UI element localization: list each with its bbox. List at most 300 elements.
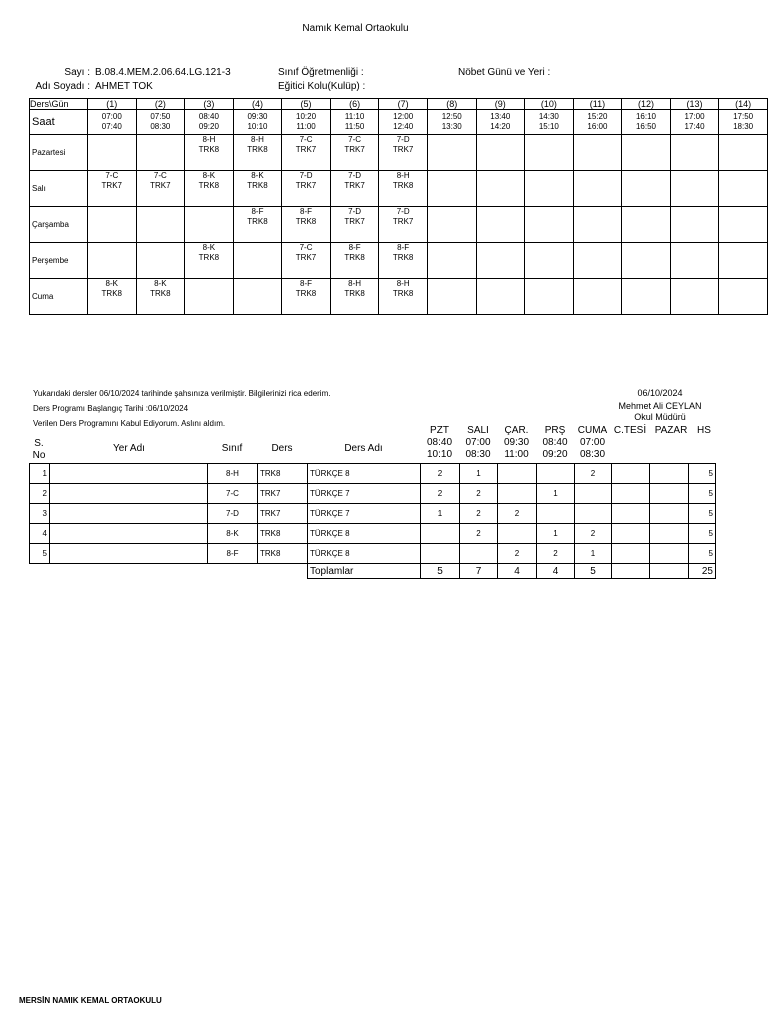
cell-class	[477, 171, 525, 181]
period-start-time: 13:40	[490, 112, 511, 121]
cell-class: 7-D	[299, 171, 313, 180]
row-day-count: 2	[460, 484, 498, 504]
cell-class: 7-C	[348, 135, 362, 144]
row-day-count: 2	[421, 464, 460, 484]
cell-course-code	[88, 217, 136, 227]
period-end-time: 15:10	[538, 122, 559, 131]
cell-class: 7-D	[396, 207, 410, 216]
row-day-count: 1	[421, 504, 460, 524]
schedule-cell	[622, 279, 671, 315]
cell-class	[622, 207, 670, 217]
day-column-header-t1	[649, 437, 693, 449]
period-end-time: 10:10	[247, 122, 268, 131]
period-time	[427, 110, 476, 135]
period-header: (5)	[282, 99, 331, 110]
schedule-cell	[282, 243, 331, 279]
period-header: (11)	[573, 99, 622, 110]
period-header: (7)	[379, 99, 428, 110]
day-column-header-t2: 08:30	[579, 449, 606, 460]
row-course-code: TRK8	[258, 524, 308, 544]
period-end-time: 11:00	[296, 122, 316, 131]
cell-class	[622, 243, 670, 253]
day-column-header-t1: 08:40	[542, 437, 568, 448]
schedule-cell	[233, 171, 282, 207]
adi-value: AHMET TOK	[95, 81, 153, 92]
row-day-count: 2	[498, 504, 537, 524]
day-column-header-t1: 08:40	[426, 437, 453, 448]
schedule-cell	[719, 279, 768, 315]
cell-course-code	[719, 253, 767, 263]
schedule-cell	[88, 135, 137, 171]
cell-class	[477, 279, 525, 289]
schedule-cell	[136, 171, 185, 207]
cell-course-code	[477, 145, 525, 155]
day-column-header	[536, 425, 574, 461]
day-label: Perşembe	[30, 243, 88, 279]
row-day-count	[460, 544, 498, 564]
cell-class: 8-K	[251, 171, 264, 180]
cell-course-code	[622, 181, 670, 191]
schedule-cell	[525, 207, 574, 243]
day-label: Çarşamba	[30, 207, 88, 243]
cell-class: 7-D	[348, 171, 362, 180]
cell-class	[719, 279, 767, 289]
row-day-count: 2	[421, 484, 460, 504]
row-weekly-hours: 5	[689, 484, 716, 504]
row-day-count: 1	[460, 464, 498, 484]
cell-course-code	[185, 289, 233, 299]
period-time	[525, 110, 574, 135]
cell-class	[525, 279, 573, 289]
cell-course-code	[525, 289, 573, 299]
cell-course-code	[574, 289, 622, 299]
cell-course-code: TRK7	[295, 253, 317, 262]
schedule-cell	[476, 243, 525, 279]
cell-course-code: TRK7	[150, 181, 171, 190]
cell-class: 8-F	[397, 243, 410, 252]
schedule-cell	[670, 135, 719, 171]
cell-course-code	[137, 145, 185, 155]
schedule-cell	[427, 171, 476, 207]
cell-class	[719, 207, 767, 217]
period-start-time: 12:50	[441, 112, 462, 121]
row-course-code: TRK7	[258, 504, 308, 524]
day-column-header-t2	[649, 449, 693, 461]
cell-class	[185, 279, 233, 289]
cell-class	[428, 171, 476, 181]
row-location	[50, 484, 208, 504]
row-day-count	[537, 464, 575, 484]
period-header: (2)	[136, 99, 185, 110]
row-day-count: 2	[575, 464, 612, 484]
cell-class	[671, 207, 719, 217]
row-day-count: 1	[537, 484, 575, 504]
schedule-cell	[88, 279, 137, 315]
cell-class	[137, 243, 185, 253]
schedule-cell	[136, 279, 185, 315]
cell-course-code	[137, 217, 185, 227]
cell-class	[428, 135, 476, 145]
adi-label: Adı Soyadı :	[35, 81, 90, 92]
totals-day-count	[612, 564, 650, 579]
totals-day-count: 5	[421, 564, 460, 579]
row-day-count: 2	[460, 524, 498, 544]
day-column-header-name: CUMA	[577, 425, 608, 436]
totals-spacer	[258, 564, 308, 579]
cell-class	[428, 279, 476, 289]
cell-course-code: TRK8	[392, 181, 414, 190]
period-end-time: 16:00	[587, 122, 608, 131]
cell-course-code: TRK8	[295, 289, 317, 298]
period-start-time: 07:00	[101, 112, 122, 121]
row-day-count	[612, 484, 650, 504]
schedule-cell	[185, 171, 234, 207]
cell-course-code: TRK7	[295, 181, 317, 190]
hs-header: HS	[697, 425, 711, 436]
schedule-cell	[136, 243, 185, 279]
schedule-cell	[379, 207, 428, 243]
period-start-time: 17:50	[733, 112, 754, 121]
period-header: (8)	[427, 99, 476, 110]
row-course-name: TÜRKÇE 8	[308, 524, 421, 544]
period-end-time: 16:50	[635, 122, 656, 131]
schedule-cell	[379, 279, 428, 315]
cell-class	[671, 171, 719, 181]
period-end-time: 17:40	[684, 122, 705, 131]
schedule-cell	[525, 243, 574, 279]
row-day-count	[650, 544, 689, 564]
cell-course-code	[137, 253, 185, 263]
totals-spacer	[30, 564, 50, 579]
row-day-count: 1	[575, 544, 612, 564]
day-label: Pazartesi	[30, 135, 88, 171]
schedule-cell	[573, 135, 622, 171]
sinif-ogretmenligi-label: Sınıf Öğretmenliği :	[278, 67, 364, 78]
cell-course-code: TRK8	[198, 253, 220, 262]
period-start-time: 07:50	[150, 112, 171, 121]
period-time	[670, 110, 719, 135]
day-label: Salı	[30, 171, 88, 207]
day-column-header	[459, 425, 497, 461]
row-day-count	[650, 464, 689, 484]
schedule-cell	[233, 207, 282, 243]
totals-weekly-hours: 25	[689, 564, 716, 579]
totals-row	[30, 564, 716, 579]
schedule-cell	[719, 243, 768, 279]
period-end-time: 18:30	[733, 122, 754, 131]
schedule-cell	[476, 135, 525, 171]
day-column-header-t1: 07:00	[579, 437, 606, 448]
cell-class	[525, 207, 573, 217]
saat-label: Saat	[30, 110, 88, 135]
period-end-time: 14:20	[490, 122, 511, 131]
cell-class	[671, 243, 719, 253]
period-start-time: 12:00	[393, 112, 414, 121]
schedule-cell	[379, 243, 428, 279]
notice-line3: Verilen Ders Programını Kabul Ediyorum. Aslını aldım.	[33, 419, 226, 428]
cell-course-code	[525, 145, 573, 155]
schedule-cell	[476, 279, 525, 315]
footer-school-name: MERSİN NAMIK KEMAL ORTAOKULU	[19, 996, 162, 1005]
cell-course-code	[671, 217, 719, 227]
period-end-time: 09:20	[198, 122, 219, 131]
row-class: 7-C	[208, 484, 258, 504]
row-day-count	[498, 464, 537, 484]
period-start-time: 17:00	[684, 112, 705, 121]
cell-course-code	[477, 217, 525, 227]
cell-course-code	[477, 181, 525, 191]
schedule-cell	[719, 171, 768, 207]
row-day-count: 2	[460, 504, 498, 524]
cell-course-code	[574, 181, 622, 191]
period-header: (4)	[233, 99, 282, 110]
schedule-cell	[379, 171, 428, 207]
egitici-kol-label: Eğitici Kolu(Kulüp) :	[278, 81, 366, 92]
cell-course-code	[525, 253, 573, 263]
row-course-code: TRK8	[258, 464, 308, 484]
schedule-cell	[282, 171, 331, 207]
day-column-header-t2: 09:20	[542, 449, 568, 460]
schedule-cell	[185, 243, 234, 279]
schedule-cell	[670, 243, 719, 279]
cell-course-code	[574, 217, 622, 227]
cell-course-code	[428, 145, 476, 155]
row-day-count: 2	[575, 524, 612, 544]
cell-class	[574, 243, 622, 253]
period-end-time: 13:30	[441, 122, 462, 131]
totals-day-count	[650, 564, 689, 579]
cell-class	[622, 135, 670, 145]
cell-class	[622, 171, 670, 181]
cell-course-code	[574, 253, 622, 263]
cell-class: 8-H	[251, 135, 264, 144]
cell-course-code	[428, 181, 476, 191]
cell-course-code	[671, 253, 719, 263]
cell-class: 8-H	[396, 171, 410, 180]
cell-course-code: TRK8	[198, 145, 220, 154]
day-column-header-name: PAZAR	[654, 425, 688, 436]
row-location	[50, 504, 208, 524]
cell-course-code	[671, 289, 719, 299]
schedule-cell	[427, 279, 476, 315]
sinif-header: Sınıf	[221, 443, 243, 454]
row-number: 5	[30, 544, 50, 564]
school-title: Namık Kemal Ortaokulu	[302, 23, 409, 34]
schedule-cell	[88, 243, 137, 279]
schedule-cell	[185, 279, 234, 315]
day-column-header-name: SALI	[467, 425, 489, 436]
cell-class: 7-C	[299, 135, 313, 144]
row-day-count	[650, 524, 689, 544]
day-column-header	[649, 425, 693, 461]
table-row	[30, 524, 716, 544]
totals-day-count: 5	[575, 564, 612, 579]
row-course-name: TÜRKÇE 8	[308, 544, 421, 564]
cell-course-code: TRK8	[392, 253, 414, 262]
day-column-header-t1	[611, 437, 649, 449]
schedule-cell	[330, 171, 379, 207]
schedule-cell	[573, 243, 622, 279]
table-row	[30, 464, 716, 484]
cell-course-code	[719, 145, 767, 155]
row-day-count: 2	[498, 544, 537, 564]
nobet-label: Nöbet Günü ve Yeri :	[458, 67, 551, 78]
cell-class	[234, 243, 282, 253]
row-day-count	[650, 504, 689, 524]
totals-day-count: 4	[537, 564, 575, 579]
cell-course-code: TRK8	[295, 217, 317, 226]
row-number: 3	[30, 504, 50, 524]
row-number: 1	[30, 464, 50, 484]
sayi-value: B.08.4.MEM.2.06.64.LG.121-3	[95, 67, 231, 78]
schedule-cell	[233, 243, 282, 279]
cell-class	[477, 135, 525, 145]
cell-course-code: TRK8	[247, 217, 268, 226]
day-column-header-name: C.TESİ	[613, 425, 647, 436]
schedule-cell	[233, 279, 282, 315]
day-column-header	[420, 425, 459, 461]
cell-course-code	[525, 181, 573, 191]
cell-class	[719, 171, 767, 181]
day-label: Cuma	[30, 279, 88, 315]
period-header: (6)	[330, 99, 379, 110]
row-day-count	[537, 504, 575, 524]
schedule-cell	[670, 207, 719, 243]
cell-course-code: TRK8	[344, 289, 365, 298]
cell-course-code: TRK8	[101, 289, 122, 298]
day-column-header	[611, 425, 649, 461]
sayi-label: Sayı :	[64, 67, 90, 78]
period-start-time: 10:20	[296, 112, 317, 121]
period-end-time: 07:40	[101, 122, 122, 131]
cell-class: 8-F	[251, 207, 264, 216]
cell-course-code	[622, 289, 670, 299]
cell-class	[428, 243, 476, 253]
ders-adi-header: Ders Adı	[344, 443, 383, 454]
notice-line2: Ders Programı Başlangıç Tarihi :06/10/2024	[33, 404, 189, 413]
period-time	[282, 110, 331, 135]
row-weekly-hours: 5	[689, 504, 716, 524]
schedule-cell	[622, 207, 671, 243]
sno-header-line1: S.	[34, 438, 44, 449]
period-end-time: 12:40	[393, 122, 414, 131]
weekly-schedule-table	[29, 98, 768, 315]
schedule-cell	[282, 279, 331, 315]
cell-course-code	[671, 181, 719, 191]
cell-class	[574, 279, 622, 289]
row-course-name: TÜRKÇE 8	[308, 464, 421, 484]
period-header: (3)	[185, 99, 234, 110]
cell-course-code	[477, 289, 525, 299]
ders-header: Ders	[271, 443, 293, 454]
row-day-count	[650, 484, 689, 504]
schedule-cell	[330, 207, 379, 243]
row-day-count	[612, 504, 650, 524]
totals-day-count: 4	[498, 564, 537, 579]
cell-course-code	[622, 253, 670, 263]
row-number: 2	[30, 484, 50, 504]
cell-class: 8-K	[202, 171, 216, 180]
day-column-header	[574, 425, 611, 461]
row-location	[50, 544, 208, 564]
cell-class	[137, 207, 185, 217]
row-weekly-hours: 5	[689, 544, 716, 564]
cell-class: 8-F	[300, 279, 313, 288]
cell-class	[671, 135, 719, 145]
cell-course-code: TRK7	[295, 145, 317, 154]
totals-spacer	[208, 564, 258, 579]
cell-course-code: TRK7	[344, 145, 365, 154]
day-column-header-t2: 11:00	[504, 449, 529, 460]
period-header: (1)	[88, 99, 137, 110]
cell-class	[574, 135, 622, 145]
cell-class	[88, 207, 136, 217]
cell-course-code	[719, 181, 767, 191]
cell-course-code	[719, 217, 767, 227]
day-column-header-t1: 07:00	[465, 437, 491, 448]
cell-course-code	[622, 145, 670, 155]
period-end-time: 11:50	[344, 122, 365, 131]
cell-class	[477, 207, 525, 217]
row-day-count	[612, 544, 650, 564]
cell-course-code: TRK8	[247, 181, 268, 190]
row-weekly-hours: 5	[689, 524, 716, 544]
row-location	[50, 464, 208, 484]
row-class: 8-K	[208, 524, 258, 544]
row-day-count: 2	[537, 544, 575, 564]
row-day-count: 1	[537, 524, 575, 544]
principal-title: Okul Müdürü	[634, 412, 686, 422]
period-end-time: 08:30	[150, 122, 171, 131]
cell-class: 8-H	[202, 135, 216, 144]
schedule-cell	[670, 171, 719, 207]
schedule-cell	[525, 135, 574, 171]
schedule-cell	[622, 135, 671, 171]
cell-course-code	[719, 289, 767, 299]
principal-name: Mehmet Ali CEYLAN	[618, 401, 702, 411]
cell-course-code	[234, 289, 282, 299]
cell-course-code	[428, 217, 476, 227]
schedule-cell	[185, 207, 234, 243]
sno-header-line2: No	[32, 450, 46, 461]
schedule-cell	[573, 171, 622, 207]
cell-class	[574, 207, 622, 217]
cell-course-code	[622, 217, 670, 227]
schedule-cell	[476, 207, 525, 243]
period-start-time: 16:10	[635, 112, 656, 121]
cell-class: 8-K	[105, 279, 118, 288]
totals-day-count: 7	[460, 564, 498, 579]
sno-header	[29, 438, 49, 462]
schedule-cell	[427, 243, 476, 279]
cell-course-code: TRK8	[198, 181, 220, 190]
cell-class	[622, 279, 670, 289]
cell-course-code: TRK8	[392, 289, 414, 298]
cell-class	[88, 135, 136, 145]
schedule-cell	[670, 279, 719, 315]
period-time	[379, 110, 428, 135]
cell-course-code	[574, 145, 622, 155]
row-day-count	[575, 504, 612, 524]
cell-course-code	[88, 253, 136, 263]
cell-class	[234, 279, 282, 289]
cell-course-code: TRK8	[247, 145, 268, 154]
row-day-count	[612, 524, 650, 544]
period-header: (13)	[670, 99, 719, 110]
period-time	[622, 110, 671, 135]
row-class: 8-H	[208, 464, 258, 484]
day-column-header-t2: 10:10	[426, 449, 453, 460]
